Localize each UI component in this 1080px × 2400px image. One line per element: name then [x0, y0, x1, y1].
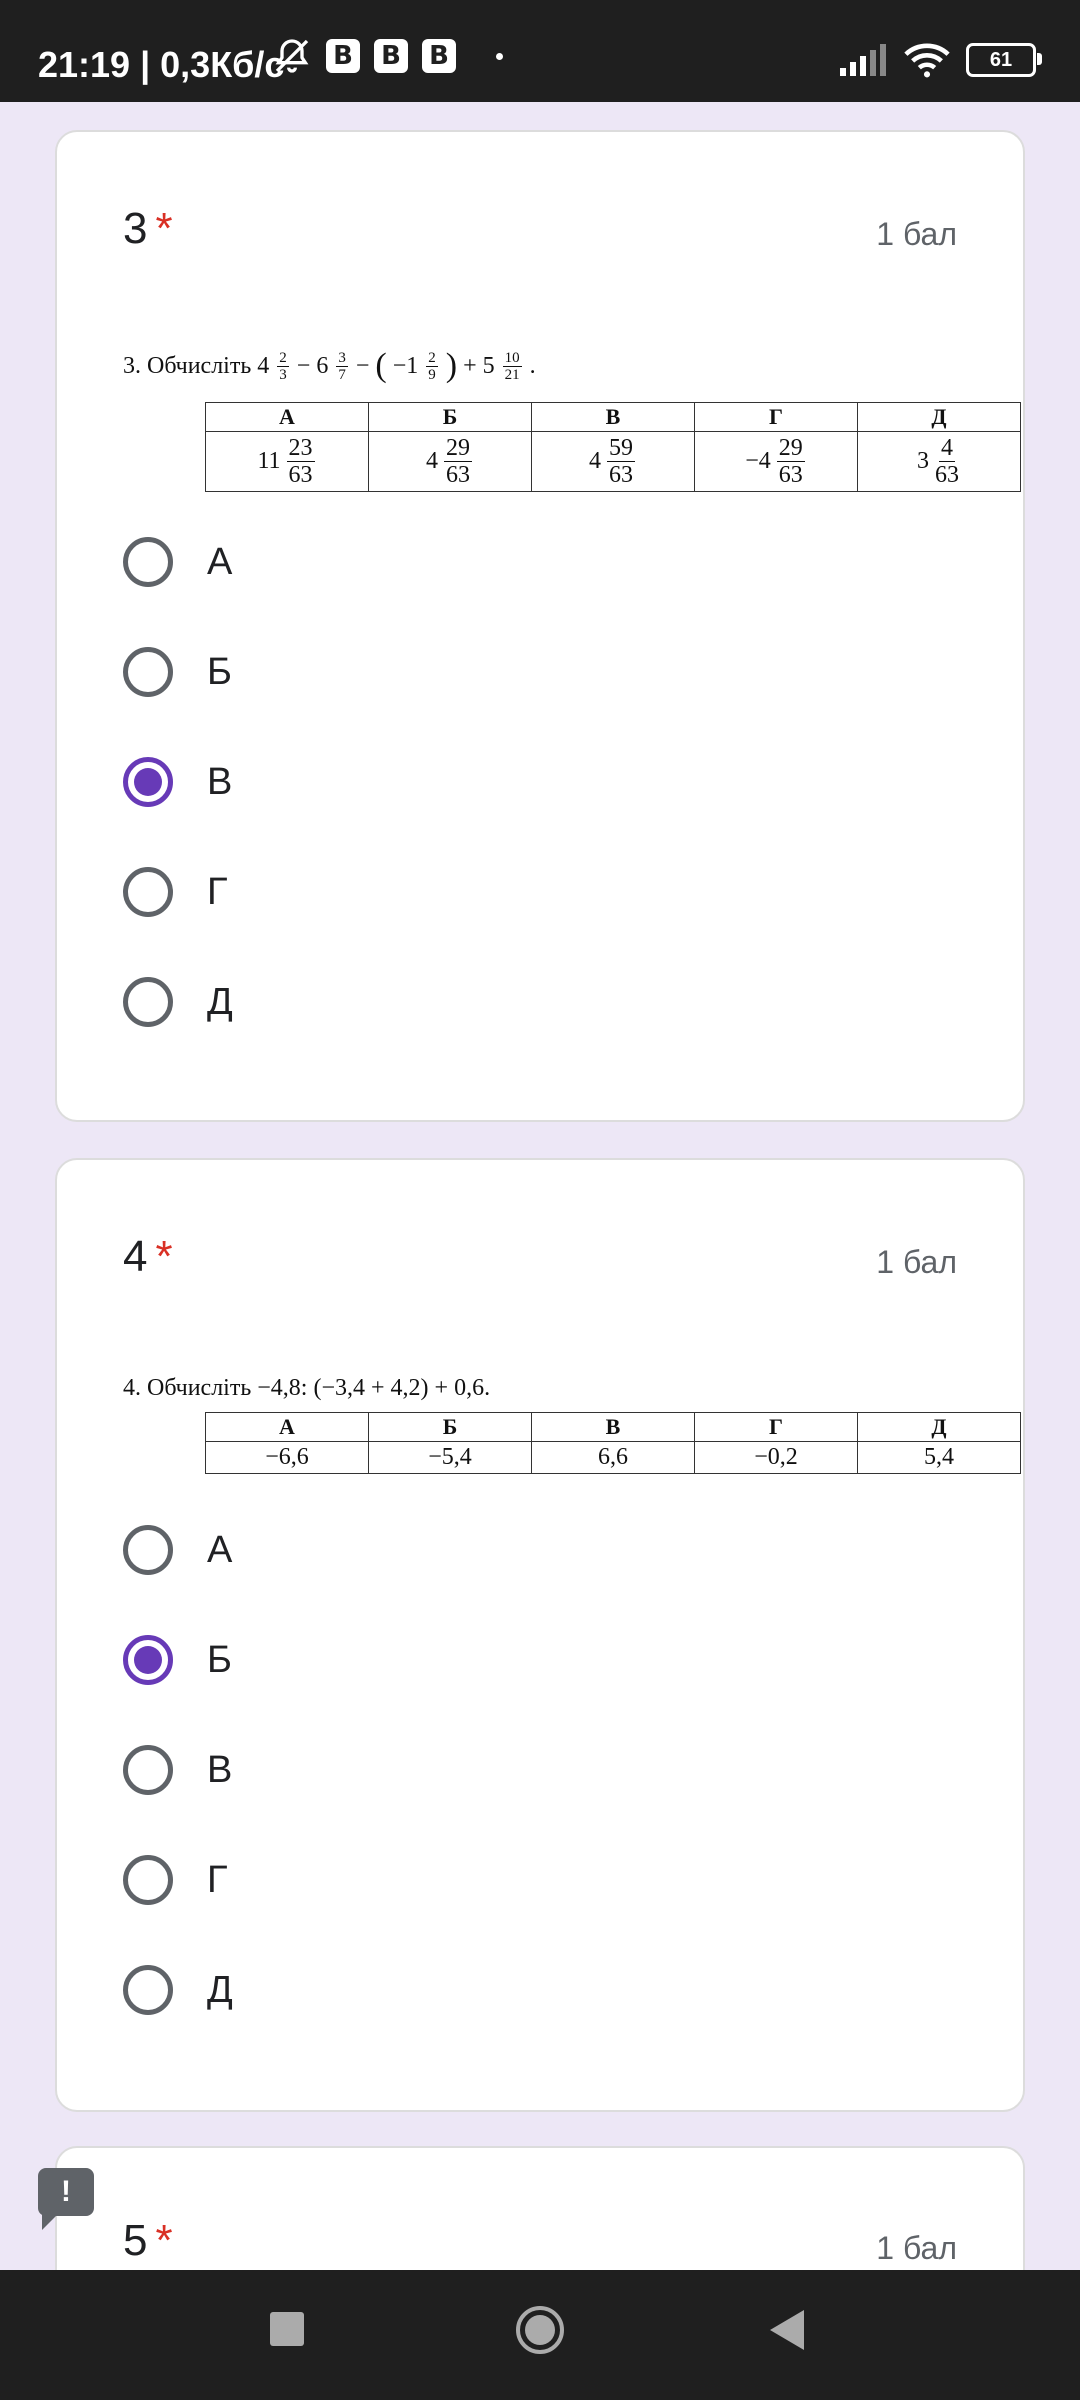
option-label: Г — [207, 870, 228, 913]
status-right — [840, 42, 1036, 78]
question-card-3 — [55, 130, 1025, 1122]
question-number: 4 * — [123, 1232, 173, 1281]
option-label: Г — [207, 1858, 228, 1901]
radio-button[interactable] — [123, 537, 173, 587]
question-points: 1 бал — [876, 2230, 957, 2266]
radio-button[interactable] — [123, 1855, 173, 1905]
option-label: Д — [207, 980, 233, 1023]
answer-table: А Б В Г Д −6,6 −5,4 6,6 −0,2 5,4 — [205, 1412, 1021, 1474]
radio-button[interactable] — [123, 1525, 173, 1575]
status-time: 21:19 | 0,3Кб/с — [38, 44, 285, 85]
question-points: 1 бал — [876, 1244, 957, 1280]
radio-button-selected[interactable] — [123, 757, 173, 807]
radio-button-selected[interactable] — [123, 1635, 173, 1685]
app-badge-icon: В — [374, 39, 408, 73]
radio-option-a[interactable] — [123, 532, 232, 592]
notification-icons — [272, 36, 503, 76]
radio-option-v[interactable] — [123, 1740, 232, 1800]
option-label: Б — [207, 1638, 232, 1681]
question-number: 5 * — [123, 2216, 173, 2265]
required-asterisk: * — [155, 2216, 173, 2265]
question-image — [123, 1364, 1023, 1484]
wifi-icon — [904, 42, 950, 78]
question-text: 3. Обчисліть 4 $\frac{2}{3}$ − 6 $\frac{3}{7}$ − ( −1 $\frac{2}{9}$ ) + 5 $\frac{10}{21}$ . — [123, 347, 536, 384]
radio-button[interactable] — [123, 977, 173, 1027]
radio-option-g[interactable] — [123, 862, 228, 922]
option-label: А — [207, 1528, 233, 1571]
option-label: В — [207, 1748, 233, 1791]
home-icon[interactable] — [516, 2306, 564, 2354]
radio-button[interactable] — [123, 1745, 173, 1795]
radio-button[interactable] — [123, 867, 173, 917]
battery-icon: 61 — [966, 43, 1036, 77]
bell-off-icon — [272, 36, 312, 76]
required-asterisk: * — [155, 1232, 173, 1281]
signal-icon — [840, 44, 888, 76]
navigation-bar — [0, 2270, 1080, 2400]
recent-apps-icon[interactable] — [270, 2312, 304, 2346]
status-bar — [0, 0, 1080, 102]
more-notifications-dot-icon — [496, 53, 503, 60]
question-text: 4. Обчисліть −4,8: (−3,4 + 4,2) + 0,6. — [123, 1374, 491, 1401]
question-card-4 — [55, 1158, 1025, 2112]
option-label: В — [207, 760, 233, 803]
question-image — [123, 342, 1023, 632]
answer-table: А Б В Г Д 11 $\frac{23}{63}$ 4 $\frac{29}{63}$ 4 $\frac{59}{63}$ −4 $\frac{29}{63}$ 3 $\frac{4}{63}$ — [205, 402, 1021, 492]
required-asterisk: * — [155, 204, 173, 253]
back-icon[interactable] — [770, 2310, 804, 2350]
radio-option-a[interactable] — [123, 1520, 232, 1580]
radio-option-d[interactable] — [123, 972, 233, 1032]
option-label: Б — [207, 650, 232, 693]
option-label: А — [207, 540, 233, 583]
question-number: 3 * — [123, 204, 173, 253]
radio-option-v[interactable] — [123, 752, 232, 812]
radio-button[interactable] — [123, 1965, 173, 2015]
radio-option-b[interactable] — [123, 1630, 232, 1690]
feedback-icon[interactable]: ! — [38, 2168, 94, 2216]
radio-option-d[interactable] — [123, 1960, 233, 2020]
app-badge-icon: В — [422, 39, 456, 73]
radio-option-b[interactable] — [123, 642, 232, 702]
radio-button[interactable] — [123, 647, 173, 697]
option-label: Д — [207, 1968, 233, 2011]
question-points: 1 бал — [876, 216, 957, 252]
app-badge-icon: В — [326, 39, 360, 73]
radio-option-g[interactable] — [123, 1850, 228, 1910]
